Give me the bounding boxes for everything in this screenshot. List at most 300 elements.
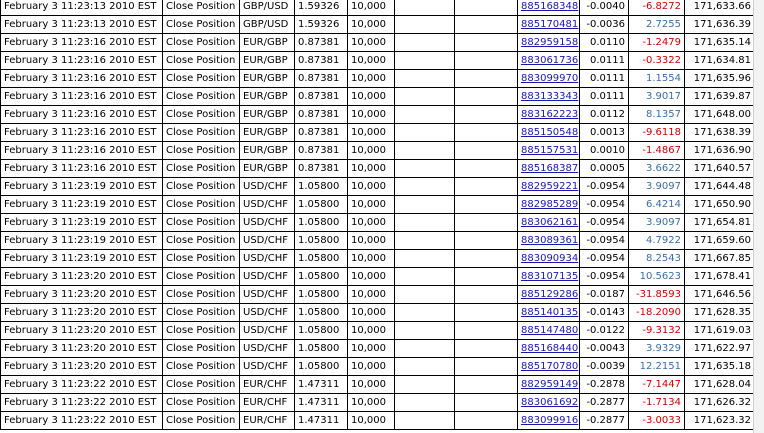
pnl-cell: -1.4867 — [629, 142, 685, 160]
balance-cell: 171,667.85 — [685, 250, 755, 268]
action-cell: Close Position — [163, 412, 240, 430]
pair-cell: GBP/USD — [240, 0, 295, 16]
order-id-link[interactable]: 885168387 — [521, 163, 579, 174]
pnl-cell: 3.9329 — [629, 340, 685, 358]
balance-cell: 171,635.18 — [685, 358, 755, 376]
delta-cell: -0.0954 — [580, 214, 629, 232]
empty-cell — [455, 340, 518, 358]
delta-cell: -0.2878 — [580, 376, 629, 394]
pair-cell: USD/CHF — [240, 178, 295, 196]
balance-cell: 171,626.32 — [685, 394, 755, 412]
order-id-link[interactable]: 885170481 — [521, 19, 579, 30]
action-cell: Close Position — [163, 106, 240, 124]
price-cell: 0.87381 — [295, 34, 348, 52]
pnl-cell: 8.1357 — [629, 106, 685, 124]
order-id-link[interactable]: 885168348 — [521, 1, 579, 12]
price-cell: 0.87381 — [295, 142, 348, 160]
empty-cell — [395, 268, 455, 286]
balance-cell: 171,628.35 — [685, 304, 755, 322]
table-row[interactable] — [1, 124, 755, 142]
price-cell: 0.87381 — [295, 70, 348, 88]
date-cell: February 3 11:23:22 2010 EST — [1, 394, 163, 412]
delta-cell: -0.0122 — [580, 322, 629, 340]
order-id-cell — [518, 16, 580, 34]
quantity-cell: 10,000 — [348, 214, 395, 232]
delta-cell: 0.0112 — [580, 106, 629, 124]
balance-cell: 171,633.66 — [685, 0, 755, 16]
empty-cell — [395, 178, 455, 196]
empty-cell — [395, 412, 455, 430]
delta-cell: -0.0039 — [580, 358, 629, 376]
empty-cell — [455, 412, 518, 430]
pair-cell: USD/CHF — [240, 340, 295, 358]
action-cell: Close Position — [163, 376, 240, 394]
table-row[interactable] — [1, 358, 755, 376]
empty-cell — [395, 52, 455, 70]
quantity-cell: 10,000 — [348, 70, 395, 88]
table-row[interactable] — [1, 142, 755, 160]
empty-cell — [395, 124, 455, 142]
quantity-cell: 10,000 — [348, 268, 395, 286]
date-cell: February 3 11:23:20 2010 EST — [1, 286, 163, 304]
pnl-cell: -1.2479 — [629, 34, 685, 52]
pnl-cell: 3.9097 — [629, 178, 685, 196]
quantity-cell: 10,000 — [348, 376, 395, 394]
empty-cell — [455, 322, 518, 340]
empty-cell — [395, 358, 455, 376]
quantity-cell: 10,000 — [348, 52, 395, 70]
action-cell: Close Position — [163, 16, 240, 34]
quantity-cell: 10,000 — [348, 142, 395, 160]
empty-cell — [395, 106, 455, 124]
empty-cell — [455, 0, 518, 16]
price-cell: 0.87381 — [295, 160, 348, 178]
table-row[interactable] — [1, 376, 755, 394]
pair-cell: USD/CHF — [240, 358, 295, 376]
order-id-cell — [518, 250, 580, 268]
order-id-cell — [518, 178, 580, 196]
table-row[interactable] — [1, 394, 755, 412]
table-row[interactable] — [1, 286, 755, 304]
table-row[interactable] — [1, 106, 755, 124]
delta-cell: 0.0005 — [580, 160, 629, 178]
order-id-link[interactable]: 885150548 — [521, 127, 579, 138]
table-row[interactable] — [1, 412, 755, 430]
order-id-link[interactable]: 883062161 — [521, 217, 579, 228]
price-cell: 0.87381 — [295, 88, 348, 106]
order-id-cell — [518, 376, 580, 394]
action-cell: Close Position — [163, 214, 240, 232]
pair-cell: USD/CHF — [240, 250, 295, 268]
delta-cell: -0.0040 — [580, 0, 629, 16]
delta-cell: -0.0954 — [580, 268, 629, 286]
pnl-cell: -1.7134 — [629, 394, 685, 412]
quantity-cell: 10,000 — [348, 106, 395, 124]
delta-cell: -0.0143 — [580, 304, 629, 322]
table-row[interactable] — [1, 250, 755, 268]
pair-cell: EUR/GBP — [240, 160, 295, 178]
pnl-cell: 1.1554 — [629, 70, 685, 88]
balance-cell: 171,640.57 — [685, 160, 755, 178]
date-cell: February 3 11:23:20 2010 EST — [1, 322, 163, 340]
empty-cell — [455, 70, 518, 88]
empty-cell — [455, 214, 518, 232]
date-cell: February 3 11:23:20 2010 EST — [1, 304, 163, 322]
order-id-cell — [518, 124, 580, 142]
date-cell: February 3 11:23:16 2010 EST — [1, 160, 163, 178]
quantity-cell: 10,000 — [348, 322, 395, 340]
order-id-cell — [518, 358, 580, 376]
empty-cell — [395, 142, 455, 160]
pnl-cell: -3.0033 — [629, 412, 685, 430]
pnl-cell: 4.7922 — [629, 232, 685, 250]
pair-cell: USD/CHF — [240, 268, 295, 286]
order-id-cell — [518, 88, 580, 106]
table-row[interactable] — [1, 160, 755, 178]
table-row[interactable] — [1, 88, 755, 106]
pair-cell: EUR/GBP — [240, 124, 295, 142]
price-cell: 0.87381 — [295, 124, 348, 142]
action-cell: Close Position — [163, 178, 240, 196]
order-id-cell — [518, 70, 580, 88]
action-cell: Close Position — [163, 340, 240, 358]
action-cell: Close Position — [163, 250, 240, 268]
price-cell: 1.05800 — [295, 358, 348, 376]
quantity-cell: 10,000 — [348, 412, 395, 430]
date-cell: February 3 11:23:19 2010 EST — [1, 214, 163, 232]
date-cell: February 3 11:23:13 2010 EST — [1, 0, 163, 16]
empty-cell — [395, 232, 455, 250]
date-cell: February 3 11:23:16 2010 EST — [1, 106, 163, 124]
price-cell: 1.05800 — [295, 304, 348, 322]
quantity-cell: 10,000 — [348, 178, 395, 196]
price-cell: 1.05800 — [295, 322, 348, 340]
table-row[interactable] — [1, 268, 755, 286]
pair-cell: USD/CHF — [240, 214, 295, 232]
delta-cell: -0.0954 — [580, 196, 629, 214]
quantity-cell: 10,000 — [348, 0, 395, 16]
action-cell: Close Position — [163, 268, 240, 286]
order-id-link[interactable]: 885170780 — [521, 361, 579, 372]
price-cell: 1.05800 — [295, 214, 348, 232]
pnl-cell: -18.2090 — [629, 304, 685, 322]
order-id-link[interactable]: 883099970 — [521, 73, 579, 84]
pnl-cell: 12.2151 — [629, 358, 685, 376]
order-id-cell — [518, 394, 580, 412]
empty-cell — [395, 34, 455, 52]
delta-cell: 0.0111 — [580, 88, 629, 106]
action-cell: Close Position — [163, 70, 240, 88]
price-cell: 1.59326 — [295, 0, 348, 16]
balance-cell: 171,650.90 — [685, 196, 755, 214]
quantity-cell: 10,000 — [348, 340, 395, 358]
action-cell: Close Position — [163, 322, 240, 340]
table-row[interactable] — [1, 16, 755, 34]
pnl-cell: -6.8272 — [629, 0, 685, 16]
pair-cell: USD/CHF — [240, 232, 295, 250]
action-cell: Close Position — [163, 304, 240, 322]
table-row[interactable] — [1, 52, 755, 70]
delta-cell: -0.2877 — [580, 394, 629, 412]
order-id-link[interactable]: 883089361 — [521, 235, 579, 246]
delta-cell: -0.0954 — [580, 178, 629, 196]
empty-cell — [455, 286, 518, 304]
table-row[interactable] — [1, 304, 755, 322]
order-id-link[interactable]: 883061736 — [521, 55, 579, 66]
balance-cell: 171,654.81 — [685, 214, 755, 232]
action-cell: Close Position — [163, 196, 240, 214]
price-cell: 1.47311 — [295, 376, 348, 394]
date-cell: February 3 11:23:13 2010 EST — [1, 16, 163, 34]
order-id-cell — [518, 286, 580, 304]
table-row[interactable] — [1, 232, 755, 250]
order-id-link[interactable]: 882959221 — [521, 181, 579, 192]
balance-cell: 171,659.60 — [685, 232, 755, 250]
empty-cell — [395, 0, 455, 16]
empty-cell — [455, 106, 518, 124]
order-id-cell — [518, 196, 580, 214]
delta-cell: -0.2877 — [580, 412, 629, 430]
action-cell: Close Position — [163, 0, 240, 16]
pnl-cell: -0.3322 — [629, 52, 685, 70]
action-cell: Close Position — [163, 232, 240, 250]
pnl-cell: -9.3132 — [629, 322, 685, 340]
empty-cell — [455, 250, 518, 268]
pair-cell: USD/CHF — [240, 322, 295, 340]
pair-cell: EUR/GBP — [240, 52, 295, 70]
order-id-cell — [518, 214, 580, 232]
pair-cell: USD/CHF — [240, 196, 295, 214]
order-id-cell — [518, 160, 580, 178]
date-cell: February 3 11:23:16 2010 EST — [1, 70, 163, 88]
date-cell: February 3 11:23:19 2010 EST — [1, 250, 163, 268]
balance-cell: 171,635.14 — [685, 34, 755, 52]
pair-cell: EUR/CHF — [240, 412, 295, 430]
action-cell: Close Position — [163, 124, 240, 142]
balance-cell: 171,628.04 — [685, 376, 755, 394]
pair-cell: EUR/GBP — [240, 70, 295, 88]
table-row[interactable] — [1, 322, 755, 340]
quantity-cell: 10,000 — [348, 250, 395, 268]
pair-cell: EUR/GBP — [240, 88, 295, 106]
price-cell: 1.05800 — [295, 268, 348, 286]
quantity-cell: 10,000 — [348, 232, 395, 250]
empty-cell — [395, 394, 455, 412]
table-row[interactable] — [1, 196, 755, 214]
order-id-link[interactable]: 883099916 — [521, 415, 579, 426]
table-row[interactable] — [1, 340, 755, 358]
balance-cell: 171,638.39 — [685, 124, 755, 142]
order-id-link[interactable]: 883107135 — [521, 271, 579, 282]
pnl-cell: 8.2543 — [629, 250, 685, 268]
empty-cell — [395, 160, 455, 178]
balance-cell: 171,678.41 — [685, 268, 755, 286]
pair-cell: EUR/CHF — [240, 394, 295, 412]
pnl-cell: -7.1447 — [629, 376, 685, 394]
order-id-link[interactable]: 883133343 — [521, 91, 579, 102]
empty-cell — [395, 286, 455, 304]
pnl-cell: 10.5623 — [629, 268, 685, 286]
date-cell: February 3 11:23:22 2010 EST — [1, 412, 163, 430]
pair-cell: EUR/GBP — [240, 34, 295, 52]
delta-cell: 0.0111 — [580, 70, 629, 88]
empty-cell — [455, 16, 518, 34]
order-id-link[interactable]: 882985289 — [521, 199, 579, 210]
date-cell: February 3 11:23:16 2010 EST — [1, 52, 163, 70]
quantity-cell: 10,000 — [348, 88, 395, 106]
pnl-cell: 3.9097 — [629, 214, 685, 232]
pnl-cell: 6.4214 — [629, 196, 685, 214]
quantity-cell: 10,000 — [348, 160, 395, 178]
pnl-cell: 3.6622 — [629, 160, 685, 178]
pnl-cell: 3.9017 — [629, 88, 685, 106]
vertical-scrollbar[interactable] — [753, 0, 764, 433]
date-cell: February 3 11:23:19 2010 EST — [1, 196, 163, 214]
order-id-link[interactable]: 883162223 — [521, 109, 579, 120]
empty-cell — [395, 376, 455, 394]
order-id-link[interactable]: 885140135 — [521, 307, 579, 318]
order-id-cell — [518, 232, 580, 250]
empty-cell — [455, 232, 518, 250]
delta-cell: -0.0187 — [580, 286, 629, 304]
table-row[interactable] — [1, 178, 755, 196]
order-id-link[interactable]: 883061692 — [521, 397, 579, 408]
price-cell: 1.05800 — [295, 232, 348, 250]
pair-cell: EUR/CHF — [240, 376, 295, 394]
pnl-cell: 2.7255 — [629, 16, 685, 34]
date-cell: February 3 11:23:20 2010 EST — [1, 268, 163, 286]
action-cell: Close Position — [163, 358, 240, 376]
balance-cell: 171,623.32 — [685, 412, 755, 430]
balance-cell: 171,636.39 — [685, 16, 755, 34]
balance-cell: 171,634.81 — [685, 52, 755, 70]
order-id-link[interactable]: 882959158 — [521, 37, 579, 48]
empty-cell — [395, 250, 455, 268]
balance-cell: 171,622.97 — [685, 340, 755, 358]
action-cell: Close Position — [163, 34, 240, 52]
empty-cell — [455, 52, 518, 70]
date-cell: February 3 11:23:20 2010 EST — [1, 340, 163, 358]
price-cell: 1.05800 — [295, 250, 348, 268]
price-cell: 1.47311 — [295, 394, 348, 412]
balance-cell: 171,639.87 — [685, 88, 755, 106]
empty-cell — [455, 304, 518, 322]
empty-cell — [455, 178, 518, 196]
date-cell: February 3 11:23:22 2010 EST — [1, 376, 163, 394]
delta-cell: 0.0010 — [580, 142, 629, 160]
delta-cell: -0.0954 — [580, 232, 629, 250]
order-id-cell — [518, 412, 580, 430]
empty-cell — [455, 196, 518, 214]
date-cell: February 3 11:23:16 2010 EST — [1, 142, 163, 160]
date-cell: February 3 11:23:16 2010 EST — [1, 124, 163, 142]
quantity-cell: 10,000 — [348, 34, 395, 52]
order-id-link[interactable]: 885168440 — [521, 343, 579, 354]
order-id-cell — [518, 52, 580, 70]
quantity-cell: 10,000 — [348, 304, 395, 322]
empty-cell — [395, 88, 455, 106]
table-row[interactable] — [1, 70, 755, 88]
empty-cell — [395, 70, 455, 88]
pair-cell: GBP/USD — [240, 16, 295, 34]
date-cell: February 3 11:23:16 2010 EST — [1, 88, 163, 106]
pair-cell: EUR/GBP — [240, 106, 295, 124]
empty-cell — [395, 340, 455, 358]
price-cell: 0.87381 — [295, 106, 348, 124]
price-cell: 1.59326 — [295, 16, 348, 34]
order-id-cell — [518, 322, 580, 340]
table-body — [1, 0, 755, 430]
pair-cell: EUR/GBP — [240, 142, 295, 160]
empty-cell — [455, 160, 518, 178]
price-cell: 1.05800 — [295, 178, 348, 196]
order-id-link[interactable]: 882959149 — [521, 379, 579, 390]
order-id-cell — [518, 34, 580, 52]
date-cell: February 3 11:23:19 2010 EST — [1, 178, 163, 196]
order-id-link[interactable]: 885157531 — [521, 145, 579, 156]
quantity-cell: 10,000 — [348, 196, 395, 214]
empty-cell — [455, 268, 518, 286]
order-id-link[interactable]: 885129286 — [521, 289, 579, 300]
pair-cell: USD/CHF — [240, 286, 295, 304]
pnl-cell: -31.8593 — [629, 286, 685, 304]
balance-cell: 171,619.03 — [685, 322, 755, 340]
delta-cell: 0.0110 — [580, 34, 629, 52]
balance-cell: 171,648.00 — [685, 106, 755, 124]
action-cell: Close Position — [163, 88, 240, 106]
order-id-cell — [518, 268, 580, 286]
pnl-cell: -9.6118 — [629, 124, 685, 142]
action-cell: Close Position — [163, 142, 240, 160]
price-cell: 0.87381 — [295, 52, 348, 70]
pair-cell: USD/CHF — [240, 304, 295, 322]
balance-cell: 171,644.48 — [685, 178, 755, 196]
order-id-cell — [518, 0, 580, 16]
date-cell: February 3 11:23:19 2010 EST — [1, 232, 163, 250]
order-id-link[interactable]: 883090934 — [521, 253, 579, 264]
date-cell: February 3 11:23:20 2010 EST — [1, 358, 163, 376]
quantity-cell: 10,000 — [348, 286, 395, 304]
price-cell: 1.47311 — [295, 412, 348, 430]
empty-cell — [455, 142, 518, 160]
delta-cell: 0.0111 — [580, 52, 629, 70]
delta-cell: -0.0043 — [580, 340, 629, 358]
delta-cell: -0.0954 — [580, 250, 629, 268]
balance-cell: 171,635.96 — [685, 70, 755, 88]
empty-cell — [455, 88, 518, 106]
action-cell: Close Position — [163, 394, 240, 412]
price-cell: 1.05800 — [295, 196, 348, 214]
balance-cell: 171,636.90 — [685, 142, 755, 160]
quantity-cell: 10,000 — [348, 394, 395, 412]
quantity-cell: 10,000 — [348, 124, 395, 142]
empty-cell — [455, 376, 518, 394]
balance-cell: 171,646.56 — [685, 286, 755, 304]
empty-cell — [455, 358, 518, 376]
order-id-link[interactable]: 885147480 — [521, 325, 579, 336]
empty-cell — [395, 196, 455, 214]
table-row[interactable] — [1, 0, 755, 16]
order-id-cell — [518, 304, 580, 322]
delta-cell: 0.0013 — [580, 124, 629, 142]
empty-cell — [395, 16, 455, 34]
quantity-cell: 10,000 — [348, 16, 395, 34]
table-row[interactable] — [1, 34, 755, 52]
table-row[interactable] — [1, 214, 755, 232]
action-cell: Close Position — [163, 52, 240, 70]
price-cell: 1.05800 — [295, 286, 348, 304]
delta-cell: -0.0036 — [580, 16, 629, 34]
